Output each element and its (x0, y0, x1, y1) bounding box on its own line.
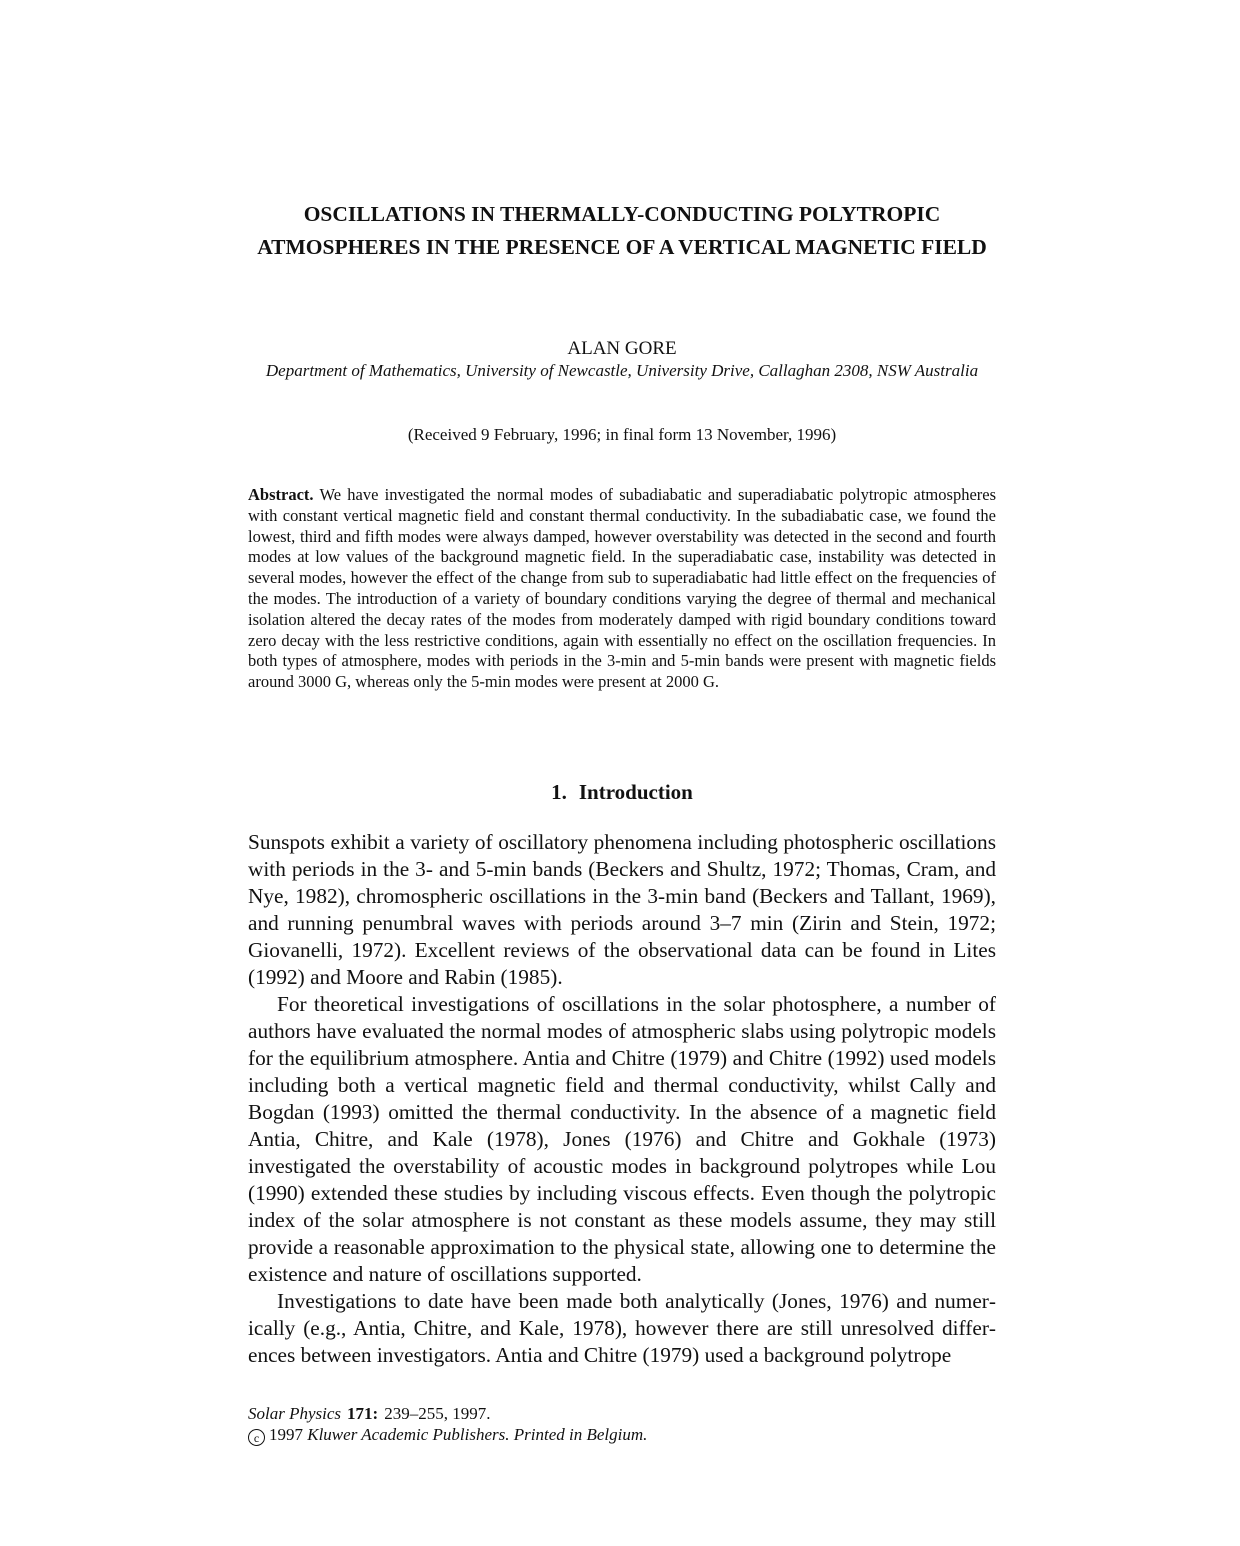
abstract-text: We have investigated the normal modes of subadiabatic and superadiabatic polytropic atmospheres with constant vertical magnetic field and constant thermal conductivity. In the subadiabatic case, we found the lowest, third and fifth modes were always damped, however overstability was detected in the second and fourth modes at low values of the background magnetic field. In the superadiabatic case, instability was detected in several modes, however the effect of the change from sub to superadiabatic had little effect on the frequencies of the modes. The introduction of a variety of boundary conditions varying the degree of thermal and mechanical isolation altered the decay rates of the modes from moderately damped with rigid boundary conditions toward zero decay with the less restrictive conditions, again with essentially no effect on the oscillation frequencies. In both types of atmosphere, modes with periods in the 3-min and 5-min bands were present with magnetic fields around 3000 G, whereas only the 5-min modes were present at 2000 G. (248, 485, 997, 692)
publisher-name: Kluwer Academic Publishers. Printed in Belgium. (307, 1425, 648, 1444)
journal-volume: 171: (347, 1404, 379, 1423)
paper-title: OSCILLATIONS IN THERMALLY-CONDUCTING POLYTROPIC ATMOSPHERES IN THE PRESENCE OF A VERTICAL MAGNETIC FIELD (257, 202, 987, 259)
copyright-year: 1997 (269, 1425, 303, 1444)
copyright-icon: c (248, 1429, 265, 1446)
copyright-line (248, 1424, 996, 1446)
journal-name: Solar Physics (248, 1404, 342, 1423)
author-name: ALAN GORE (567, 338, 677, 359)
received-dates: (Received 9 February, 1996; in final form 13 November, 1996) (407, 425, 837, 444)
paragraph: For theoretical investigations of oscillations in the solar photosphere, a number of authors have evaluated the normal modes of atmospheric slabs using polytropic models for the equilibrium atmosphere. Antia and Chitre (1979) and Chitre (1992) used models including both a vertical magnetic field and thermal conductivity, whilst Cally and Bogdan (1993) omitted the thermal conductivity. In the absence of a magnetic field Antia, Chitre, and Kale (1978), Jones (1976) and Chitre and Gokhale (1973) investigated the overstability of acoustic modes in background polytropes while Lou (1990) extended these studies by including viscous effects. Even though the polytropic index of the solar atmosphere is not constant as these models assume, they may still provide a reasonable approximation to the physical state, allowing one to determine the existence and nature of oscillations supported. (248, 992, 996, 1286)
paragraph: Sunspots exhibit a variety of oscillatory phenomena including photospheric oscillations with periods in the 3- and 5-min bands (Beckers and Shultz, 1972; Thomas, Cram, and Nye, 1982), chromospheric oscillations in the 3-min band (Beckers and Tallant, 1969), and running penumbral waves with periods around 3–7 min (Zirin and Stein, 1972; Giovanelli, 1972). Excellent reviews of the observational data can be found in Lites (1992) and Moore and Rabin (1985). (248, 830, 996, 989)
section-number: 1. (551, 780, 567, 804)
body-text (248, 829, 996, 1369)
author-affiliation: Department of Mathematics, University of Newcastle, University Drive, Callaghan 2308, NSW Australia (265, 361, 979, 380)
journal-citation (248, 1403, 996, 1424)
abstract (248, 485, 996, 693)
publication-footer (248, 1403, 996, 1446)
section-heading (248, 778, 996, 806)
abstract-label: Abstract. (248, 485, 314, 504)
journal-pages: 239–255, 1997. (384, 1404, 491, 1423)
paragraph: Investigations to date have been made both analytically (Jones, 1976) and numerically (e.g., Antia, Chitre, and Kale, 1978), however there are still unresolved differences between investigators. Antia and Chitre (1979) used a background polytrope (248, 1289, 996, 1367)
section-title: Introduction (578, 780, 693, 804)
